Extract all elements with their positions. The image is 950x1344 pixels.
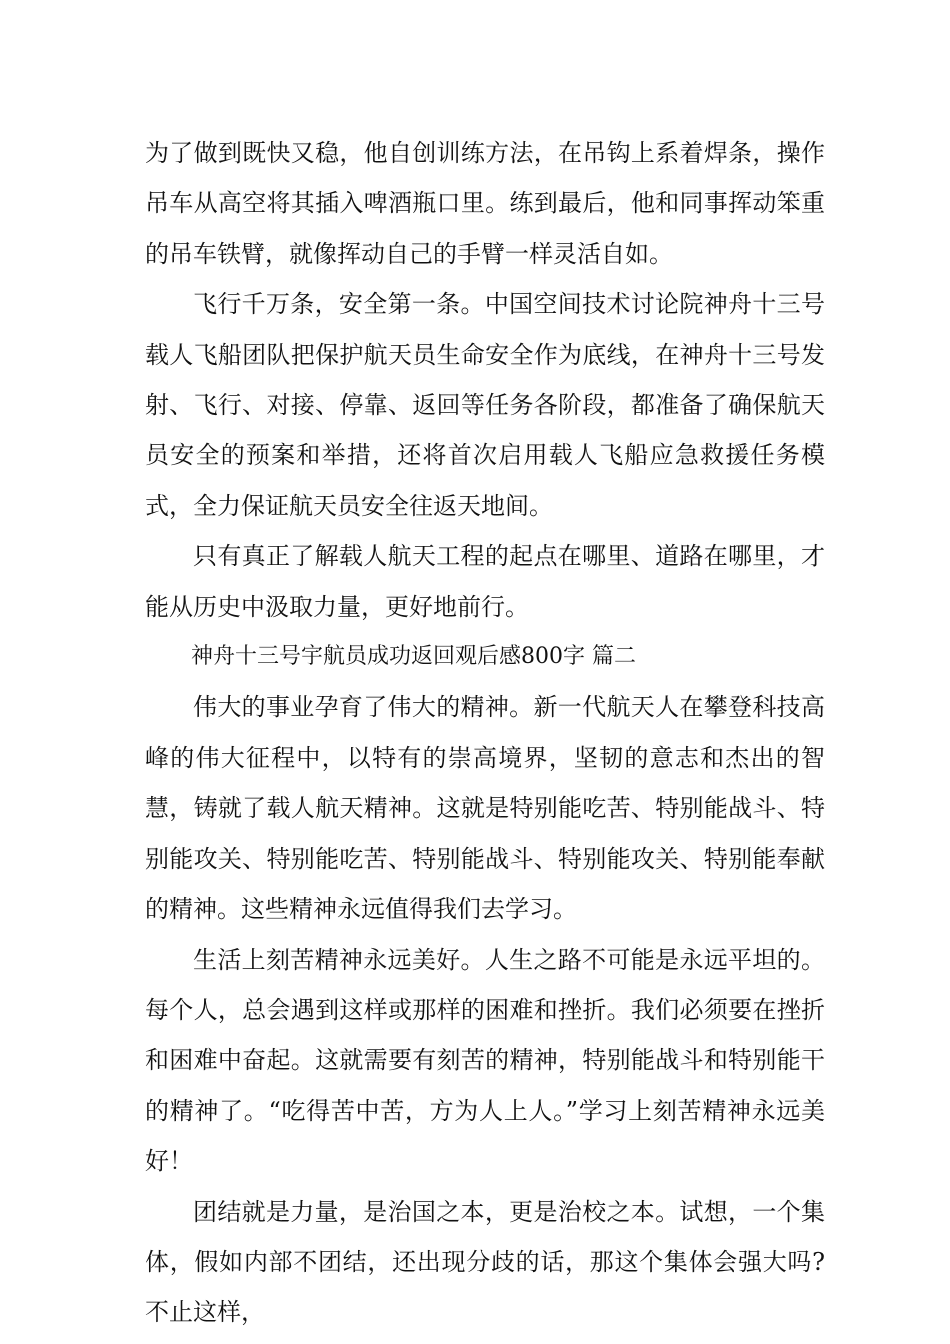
paragraph-3: 只有真正了解载人航天工程的起点在哪里、道路在哪里，才能从历史中汲取力量，更好地前行。 [145, 542, 825, 621]
paragraph-6: 团结就是力量，是治国之本，更是治校之本。试想，一个集体，假如内部不团结，还出现分歧的话，那这个集体会强大吗?不止这样， [145, 1197, 825, 1327]
document-body [145, 128, 825, 1338]
paragraph-1: 为了做到既快又稳，他自创训练方法，在吊钩上系着焊条，操作吊车从高空将其插入啤酒瓶口里。练到最后，他和同事挥动笨重的吊车铁臂，就像挥动自己的手臂一样灵活自如。 [145, 139, 825, 268]
paragraph-5: 生活上刻苦精神永远美好。人生之路不可能是永远平坦的。每个人，总会遇到这样或那样的困难和挫折。我们必须要在挫折和困难中奋起。这就需要有刻苦的精神，特别能战斗和特别能干的精神了。“吃得苦中苦，方为人上人。”学习上刻苦精神永远美好！ [145, 945, 825, 1176]
paragraph-4: 伟大的事业孕育了伟大的精神。新一代航天人在攀登科技高峰的伟大征程中，以特有的崇高境界，坚韧的意志和杰出的智慧，铸就了载人航天精神。这就是特别能吃苦、特别能战斗、特别能攻关、特别能吃苦、特别能战斗、特别能攻关、特别能奉献的精神。这些精神永远值得我们去学习。 [145, 693, 825, 924]
paragraph-2: 飞行千万条，安全第一条。中国空间技术讨论院神舟十三号载人飞船团队把保护航天员生命安全作为底线，在神舟十三号发射、飞行、对接、停靠、返回等任务各阶段，都准备了确保航天员安全的预案和举措，还将首次启用载人飞船应急救援任务模式，全力保证航天员安全往返天地间。 [145, 290, 825, 520]
section-heading: 神舟十三号宇航员成功返回观后感800字 篇二 [191, 644, 636, 670]
